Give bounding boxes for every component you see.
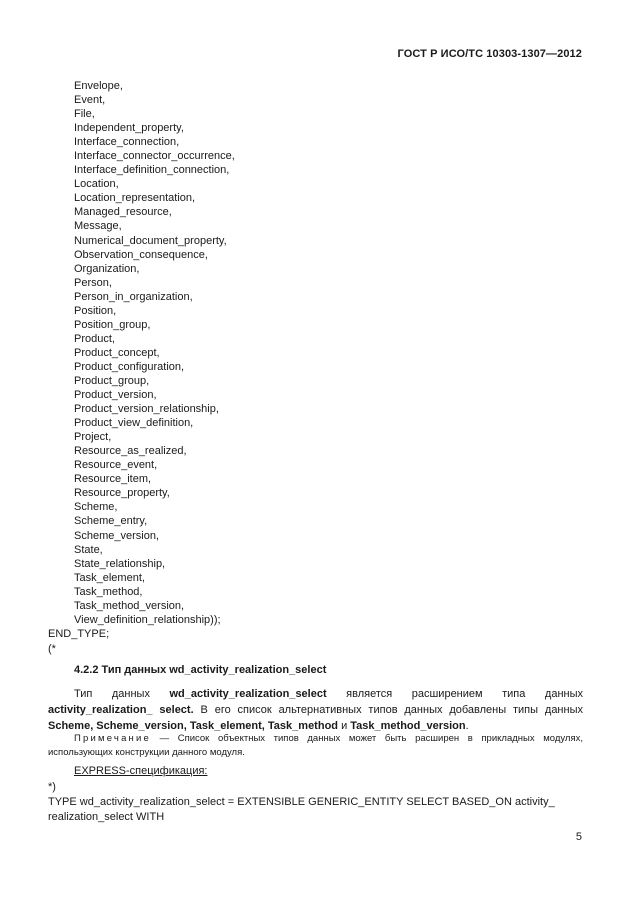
list-item: State, [74, 543, 103, 556]
list-item: Interface_connector_occurrence, [74, 150, 235, 163]
list-item: Envelope, [74, 80, 123, 92]
list-item: View_definition_relationship)); [74, 613, 221, 626]
list-item: Product_view_definition, [74, 417, 194, 430]
list-item: Observation_consequence, [74, 248, 208, 261]
note-text: — Список объектных типов данных может быть расширен в прикладных модулях, использующих конструкции данного модуля. [48, 733, 583, 758]
list-item: Task_element, [74, 571, 145, 584]
list-item: Product_configuration, [74, 360, 185, 373]
list-item: Person_in_organization, [74, 290, 193, 303]
paragraph-bold: activity_realization_ select. [48, 704, 194, 716]
paragraph-text: . [465, 720, 469, 732]
comment-close: *) [48, 781, 56, 793]
list-item: Task_method_version, [74, 599, 185, 612]
express-spec-label: EXPRESS-спецификация: [74, 765, 208, 777]
note-paragraph [48, 732, 583, 760]
paragraph-bold: wd_activity_realization_select [169, 688, 327, 700]
list-item: Task_method, [74, 585, 143, 598]
paragraph-bold: Scheme, Scheme_version, Task_element, Task_method [48, 720, 339, 732]
list-item: Location_representation, [74, 192, 196, 205]
note-label: Примечание [74, 733, 151, 744]
list-item: Product_group, [74, 374, 150, 387]
list-item: Product_concept, [74, 346, 160, 359]
list-item: Resource_item, [74, 473, 152, 486]
list-item: Position_group, [74, 318, 151, 331]
section-paragraph [48, 686, 583, 734]
list-item: Product, [74, 332, 115, 345]
paragraph-text: является расширением типа данных [326, 688, 583, 700]
document-header: ГОСТ Р ИСО/ТС 10303-1307—2012 [397, 48, 582, 60]
list-item: Product_version, [74, 389, 157, 402]
list-item: Organization, [74, 262, 140, 275]
list-item: Project, [74, 431, 112, 444]
list-item: Scheme, [74, 501, 118, 514]
list-item: Interface_connection, [74, 136, 180, 149]
list-item: Independent_property, [74, 122, 184, 135]
page-number: 5 [575, 831, 582, 843]
list-item: Person, [74, 276, 112, 289]
list-item: Event, [74, 94, 106, 107]
list-item: Resource_event, [74, 459, 158, 472]
list-item: Scheme_entry, [74, 515, 148, 528]
list-item: Resource_as_realized, [74, 445, 187, 458]
list-item: Location, [74, 178, 119, 191]
list-item: Position, [74, 304, 117, 317]
paragraph-text: В его список альтернативных типов данных добавлены типы данных [193, 704, 583, 716]
section-heading: 4.2.2 Тип данных wd_activity_realization_select [74, 664, 327, 676]
end-type-keyword: END_TYPE; [48, 628, 110, 640]
list-item: Message, [74, 220, 122, 233]
list-item: Interface_definition_connection, [74, 164, 230, 177]
list-item: State_relationship, [74, 557, 166, 570]
comment-open: (* [48, 643, 56, 655]
paragraph-bold: Task_method_version [350, 720, 466, 732]
list-item: Product_version_relationship, [74, 403, 219, 416]
paragraph-text: и [338, 720, 351, 732]
list-item: File, [74, 108, 95, 121]
type-declaration: TYPE wd_activity_realization_select = EXTENSIBLE GENERIC_ENTITY SELECT BASED_ON activity_ realization_select WITH [48, 796, 555, 823]
paragraph-text: Тип данных [74, 688, 170, 700]
list-item: Resource_property, [74, 487, 170, 500]
list-item: Scheme_version, [74, 529, 159, 542]
list-item: Managed_resource, [74, 206, 172, 219]
select-type-list [74, 79, 235, 627]
list-item: Numerical_document_property, [74, 234, 227, 247]
